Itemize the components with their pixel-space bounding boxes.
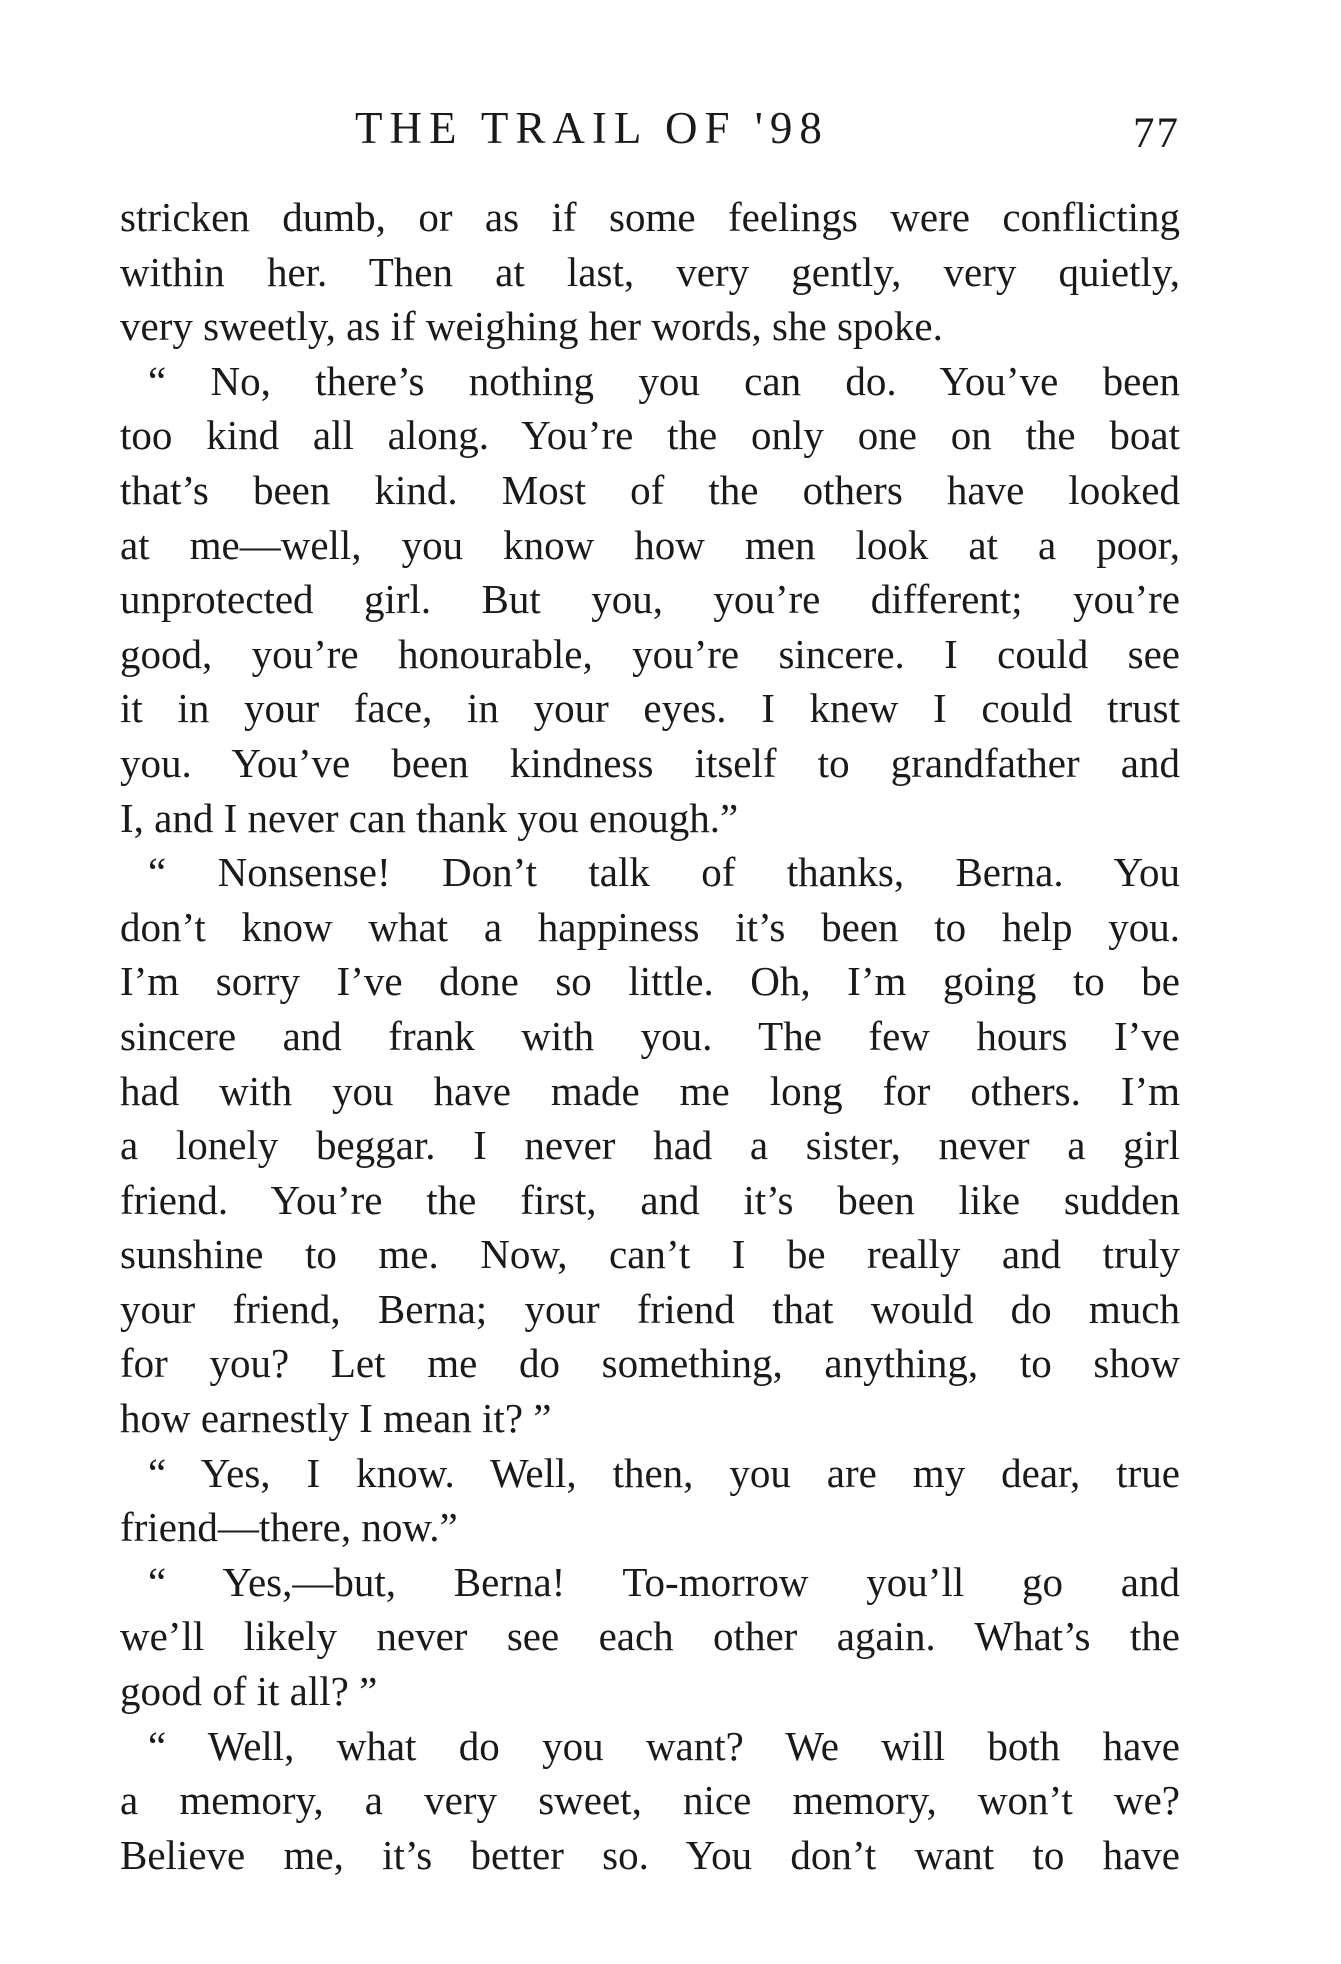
running-head xyxy=(120,96,1180,160)
text-line: within her. Then at last, very gently, very quietly, xyxy=(120,248,1180,295)
body-text xyxy=(120,190,1180,1882)
text-line: “ Yes,—but, Berna! To-morrow you’ll go and xyxy=(148,1558,1180,1605)
text-line: for you? Let me do something, anything, to show xyxy=(120,1340,1180,1387)
text-line: I, and I never can thank you enough.” xyxy=(120,794,739,841)
text-line: at me—well, you know how men look at a poor, xyxy=(120,521,1180,568)
running-title: THE TRAIL OF '98 xyxy=(355,103,829,153)
text-line: don’t know what a happiness it’s been to help you. xyxy=(120,903,1180,950)
text-line: your friend, Berna; your friend that would do much xyxy=(120,1285,1180,1332)
text-line: that’s been kind. Most of the others have looked xyxy=(120,466,1180,513)
text-line: too kind all along. You’re the only one on the boat xyxy=(120,412,1180,459)
text-line: Believe me, it’s better so. You don’t want to have xyxy=(120,1831,1180,1878)
text-line: sincere and frank with you. The few hours I’ve xyxy=(120,1012,1180,1059)
text-line: good, you’re honourable, you’re sincere. I could see xyxy=(120,630,1180,677)
text-line: good of it all? ” xyxy=(120,1668,378,1715)
text-line: very sweetly, as if weighing her words, she spoke. xyxy=(120,303,943,350)
text-line: it in your face, in your eyes. I knew I could trust xyxy=(120,685,1180,732)
text-line: you. You’ve been kindness itself to grandfather and xyxy=(120,739,1180,786)
text-line: “ Yes, I know. Well, then, you are my dear, true xyxy=(148,1449,1180,1496)
text-line: friend. You’re the first, and it’s been like sudden xyxy=(120,1176,1180,1223)
text-line: had with you have made me long for others. I’m xyxy=(120,1067,1180,1114)
text-line: we’ll likely never see each other again. What’s the xyxy=(120,1613,1180,1660)
text-line: “ Well, what do you want? We will both have xyxy=(148,1722,1180,1769)
text-line: sunshine to me. Now, can’t I be really and truly xyxy=(120,1231,1180,1278)
text-line: unprotected girl. But you, you’re different; you’re xyxy=(120,576,1180,623)
text-line: stricken dumb, or as if some feelings were conflicting xyxy=(120,194,1180,240)
text-line: how earnestly I mean it? ” xyxy=(120,1395,552,1442)
text-line: a lonely beggar. I never had a sister, never a girl xyxy=(120,1122,1180,1169)
text-line: “ Nonsense! Don’t talk of thanks, Berna. You xyxy=(148,849,1180,896)
page-number: 77 xyxy=(1133,110,1180,157)
text-line: I’m sorry I’ve done so little. Oh, I’m going to be xyxy=(120,958,1180,1005)
text-line: friend—there, now.” xyxy=(120,1504,458,1551)
text-line: a memory, a very sweet, nice memory, won’t we? xyxy=(120,1777,1180,1824)
text-line: “ No, there’s nothing you can do. You’ve been xyxy=(148,357,1180,404)
